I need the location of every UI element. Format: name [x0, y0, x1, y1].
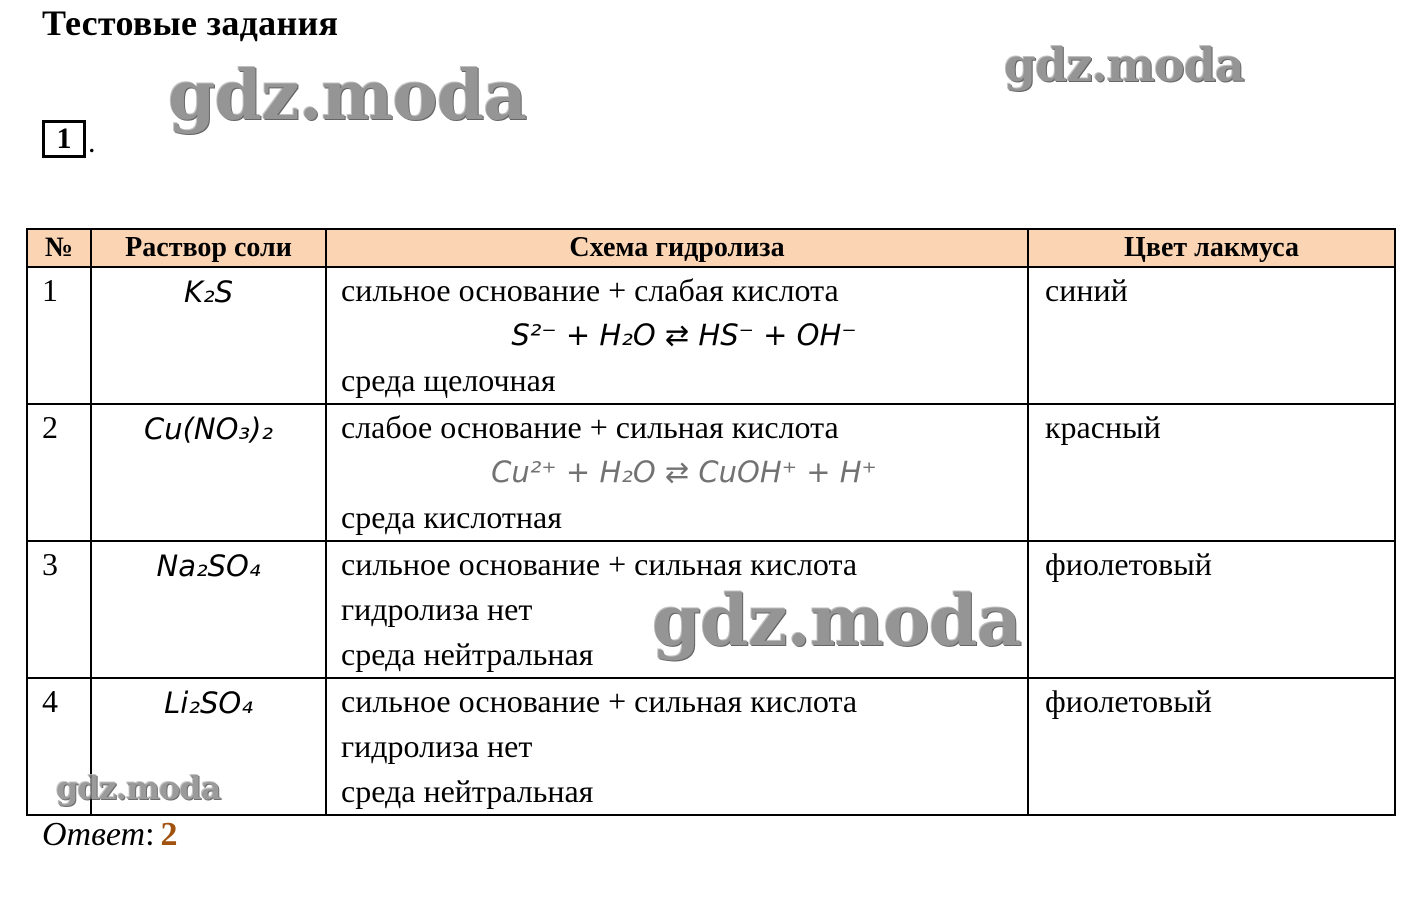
litmus-color-cell: фиолетовый [1028, 678, 1395, 815]
scheme-cell [326, 541, 1028, 678]
salt-formula: Li₂SO₄ [164, 686, 253, 720]
scheme-line: среда нейтральная [341, 773, 594, 809]
hydrolysis-equation: Cu²⁺ + H₂O ⇄ CuOH⁺ + H⁺ [491, 455, 877, 489]
salt-cell [91, 541, 326, 678]
answer-label: Ответ [42, 816, 146, 853]
scheme-cell [326, 404, 1028, 541]
watermark: gdz.moda [652, 579, 1022, 662]
scheme-line: сильное основание + сильная кислота [341, 546, 858, 582]
task-number-box: 1 [42, 120, 86, 158]
salt-cell [91, 404, 326, 541]
salt-cell [91, 267, 326, 404]
hydrolysis-equation: S²⁻ + H₂O ⇄ HS⁻ + OH⁻ [511, 318, 857, 352]
salt-formula: Cu(NO₃)₂ [143, 412, 274, 446]
header-salt-solution: Раствор соли [91, 229, 326, 267]
row-number: 4 [27, 678, 91, 815]
scheme-line: сильное основание + сильная кислота [341, 683, 858, 719]
answer [42, 812, 178, 858]
watermark: gdz.moda [56, 769, 221, 807]
salt-formula: K₂S [183, 275, 234, 309]
scheme-cell [326, 678, 1028, 815]
scheme-line: среда щелочная [341, 362, 556, 398]
watermark: gdz.moda [1004, 38, 1244, 92]
litmus-color-cell: красный [1028, 404, 1395, 541]
scheme-cell [326, 267, 1028, 404]
table-row [27, 678, 1395, 815]
litmus-color-cell: фиолетовый [1028, 541, 1395, 678]
page-title: Тестовые задания [42, 3, 339, 43]
table-header-row [27, 229, 1395, 267]
row-number: 2 [27, 404, 91, 541]
watermark: gdz.moda [168, 56, 527, 136]
table-row [27, 267, 1395, 404]
task-number-dot: . [88, 126, 96, 159]
salt-formula: Na₂SO₄ [156, 549, 261, 583]
row-number: 3 [27, 541, 91, 678]
table-row [27, 541, 1395, 678]
answer-value: 2 [160, 816, 178, 853]
scheme-line: слабое основание + сильная кислота [341, 409, 839, 445]
litmus-color-cell: синий [1028, 267, 1395, 404]
scheme-line: гидролиза нет [341, 728, 533, 764]
table-row [27, 404, 1395, 541]
header-number: № [27, 229, 91, 267]
scheme-line: среда нейтральная [341, 636, 594, 672]
salt-cell [91, 678, 326, 815]
answer-separator: : [145, 816, 155, 853]
task-number [42, 120, 96, 158]
scheme-line: гидролиза нет [341, 591, 533, 627]
scheme-line: сильное основание + слабая кислота [341, 272, 839, 308]
header-hydrolysis-scheme: Схема гидролиза [326, 229, 1028, 267]
scheme-line: среда кислотная [341, 499, 562, 535]
header-litmus-color: Цвет лакмуса [1028, 229, 1395, 267]
row-number: 1 [27, 267, 91, 404]
hydrolysis-table [26, 228, 1396, 816]
